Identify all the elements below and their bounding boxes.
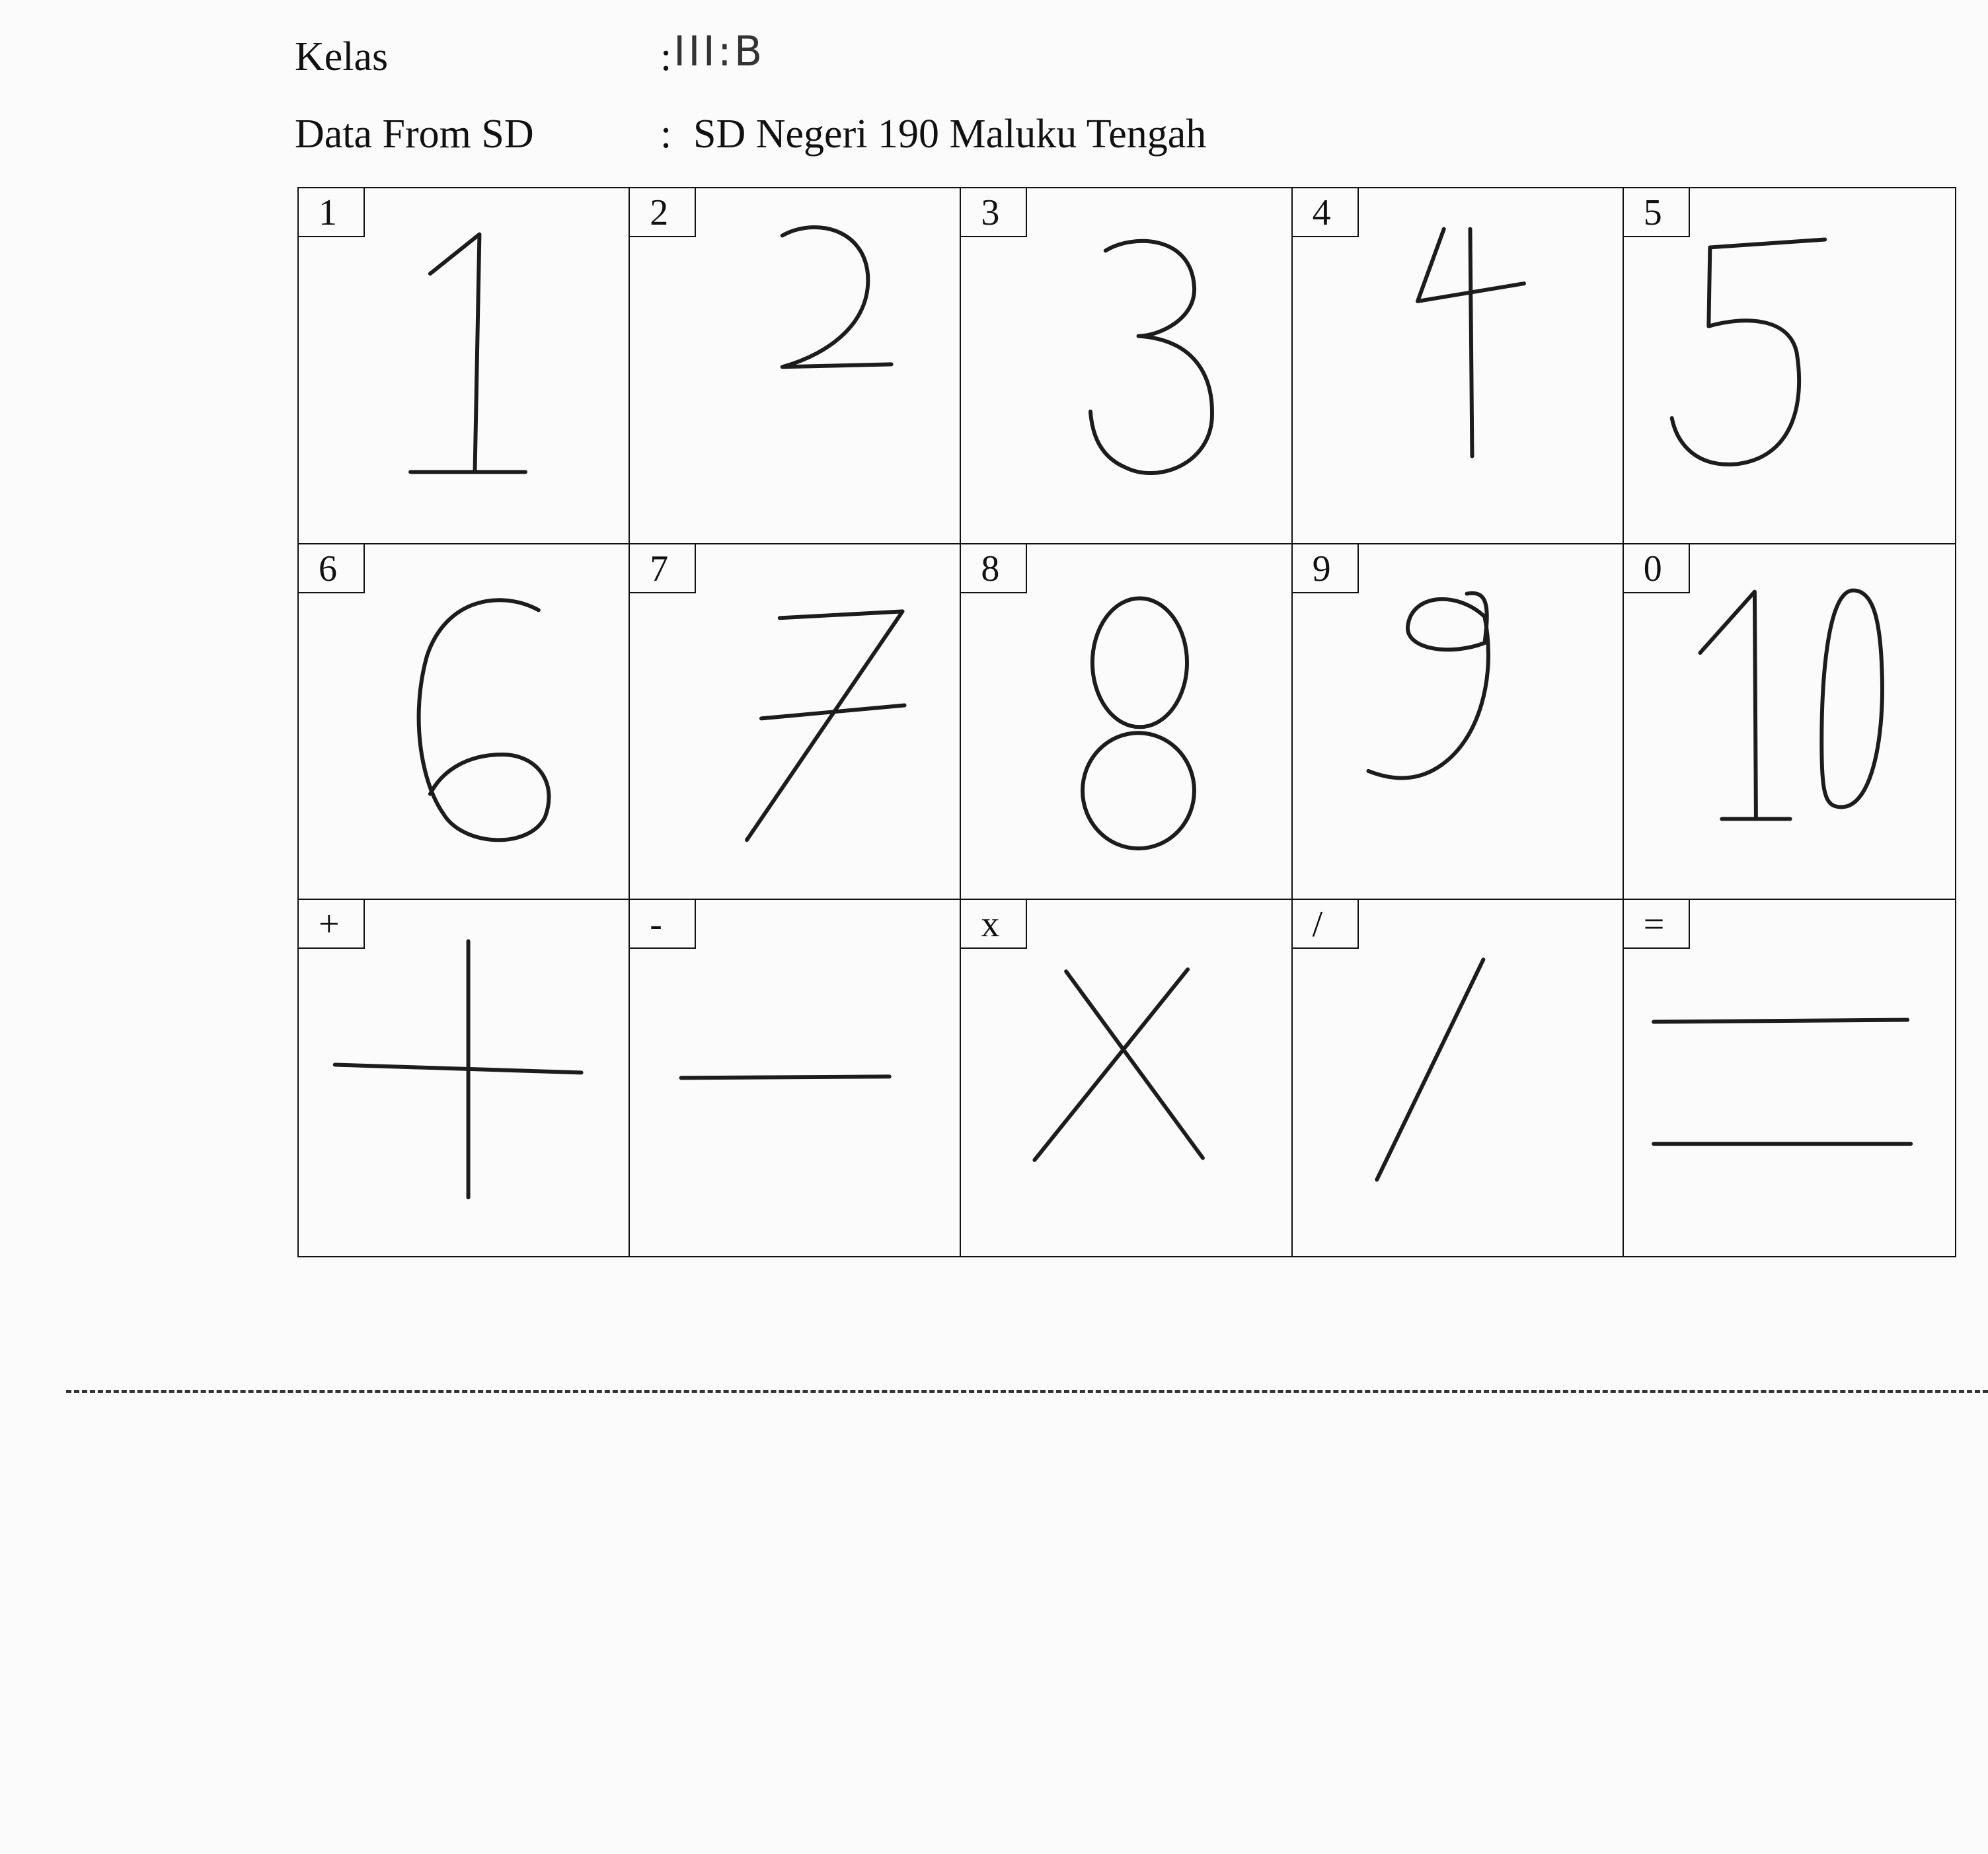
cell-symbol-divide [1293, 900, 1624, 1256]
handwritten-5-icon [1624, 188, 1955, 543]
cell-label: 1 [299, 188, 365, 237]
handwriting-grid [297, 187, 1956, 1257]
cell-label: 4 [1293, 188, 1359, 237]
cell-label: 8 [961, 544, 1027, 593]
handwritten-7-icon [630, 544, 960, 899]
cell-label: 6 [299, 544, 365, 593]
cell-label: 0 [1624, 544, 1690, 593]
cell-label: 7 [630, 544, 696, 593]
cell-label: - [630, 900, 696, 949]
cell-label: 3 [961, 188, 1027, 237]
kelas-colon: : [660, 34, 672, 79]
cell-symbol-plus [299, 900, 630, 1256]
cell-label: 9 [1293, 544, 1359, 593]
cell-digit-9 [1293, 544, 1624, 901]
handwritten-2-icon [630, 188, 960, 543]
cell-digit-1 [299, 188, 630, 544]
cell-digit-8 [961, 544, 1292, 901]
cell-label: x [961, 900, 1027, 949]
handwritten-3-icon [961, 188, 1291, 543]
source-value: SD Negeri 190 Maluku Tengah [693, 112, 1207, 157]
cell-label: 5 [1624, 188, 1690, 237]
cell-label: 2 [630, 188, 696, 237]
source-colon: : [660, 112, 672, 157]
handwritten-plus-icon [299, 900, 629, 1256]
cell-digit-2 [630, 188, 961, 544]
cell-digit-6 [299, 544, 630, 901]
handwritten-equals-icon [1624, 900, 1955, 1256]
cell-symbol-equals [1624, 900, 1955, 1256]
cell-label: = [1624, 900, 1690, 949]
cell-label: + [299, 900, 365, 949]
cut-line-divider [66, 1390, 1988, 1393]
source-label: Data From SD [295, 112, 534, 157]
cell-label: / [1293, 900, 1359, 949]
handwritten-minus-icon [630, 900, 960, 1256]
handwritten-10-icon [1624, 544, 1955, 899]
handwritten-6-icon [299, 544, 629, 899]
kelas-label: Kelas [295, 34, 389, 79]
cell-symbol-minus [630, 900, 961, 1256]
cell-symbol-times [961, 900, 1292, 1256]
cell-digit-5 [1624, 188, 1955, 544]
cell-digit-10 [1624, 544, 1955, 901]
handwritten-slash-icon [1293, 900, 1623, 1256]
handwritten-4-icon [1293, 188, 1623, 543]
cell-digit-4 [1293, 188, 1624, 544]
handwritten-9-icon [1293, 544, 1623, 899]
handwritten-8-icon [961, 544, 1291, 899]
handwritten-1-icon [299, 188, 629, 543]
handwritten-times-icon [961, 900, 1291, 1256]
kelas-value: III:B [673, 27, 765, 75]
cell-digit-3 [961, 188, 1292, 544]
cell-digit-7 [630, 544, 961, 901]
